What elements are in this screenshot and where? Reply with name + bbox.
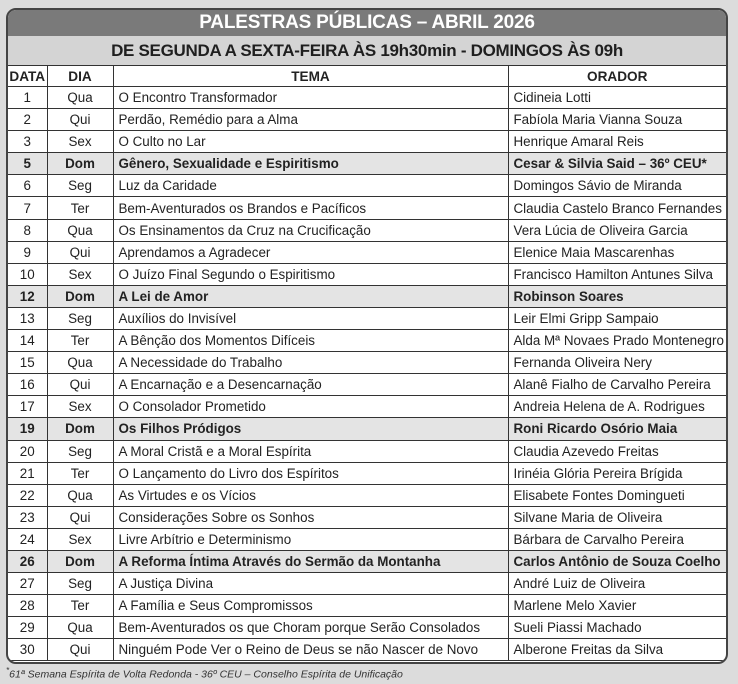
schedule-table: [8, 65, 726, 661]
cell-day: Dom: [47, 418, 113, 440]
cell-date: 27: [8, 573, 47, 595]
table-row: [8, 595, 726, 617]
table-row: [8, 506, 726, 528]
cell-speaker: Elisabete Fontes Domingueti: [508, 484, 726, 506]
cell-day: Ter: [47, 462, 113, 484]
table-row-sunday: [8, 418, 726, 440]
cell-topic: A Encarnação e a Desencarnação: [113, 374, 508, 396]
table-row: [8, 440, 726, 462]
cell-speaker: Alda Mª Novaes Prado Montenegro: [508, 330, 726, 352]
header-dia: DIA: [47, 66, 113, 87]
cell-day: Qui: [47, 109, 113, 131]
cell-speaker: Vera Lúcia de Oliveira Garcia: [508, 219, 726, 241]
cell-date: 15: [8, 352, 47, 374]
cell-day: Seg: [47, 440, 113, 462]
cell-day: Seg: [47, 573, 113, 595]
schedule-subtitle: DE SEGUNDA A SEXTA-FEIRA ÀS 19h30min - DOMINGOS ÀS 09h: [8, 36, 726, 65]
cell-topic: Bem-Aventurados os que Choram porque Serão Consolados: [113, 617, 508, 639]
cell-date: 17: [8, 396, 47, 418]
cell-speaker: André Luiz de Oliveira: [508, 573, 726, 595]
cell-day: Qua: [47, 484, 113, 506]
cell-speaker: Henrique Amaral Reis: [508, 131, 726, 153]
cell-speaker: Andreia Helena de A. Rodrigues: [508, 396, 726, 418]
table-row: [8, 639, 726, 661]
cell-day: Seg: [47, 307, 113, 329]
cell-speaker: Fabíola Maria Vianna Souza: [508, 109, 726, 131]
cell-topic: A Família e Seus Compromissos: [113, 595, 508, 617]
table-row: [8, 197, 726, 219]
cell-speaker: Irinéia Glória Pereira Brígida: [508, 462, 726, 484]
cell-speaker: Alanê Fialho de Carvalho Pereira: [508, 374, 726, 396]
cell-topic: A Reforma Íntima Através do Sermão da Montanha: [113, 550, 508, 572]
cell-topic: A Bênção dos Momentos Difíceis: [113, 330, 508, 352]
cell-date: 22: [8, 484, 47, 506]
cell-topic: Auxílios do Invisível: [113, 307, 508, 329]
cell-speaker: Bárbara de Carvalho Pereira: [508, 528, 726, 550]
cell-date: 10: [8, 263, 47, 285]
cell-day: Seg: [47, 175, 113, 197]
cell-speaker: Claudia Azevedo Freitas: [508, 440, 726, 462]
cell-topic: O Consolador Prometido: [113, 396, 508, 418]
cell-speaker: Domingos Sávio de Miranda: [508, 175, 726, 197]
cell-speaker: Marlene Melo Xavier: [508, 595, 726, 617]
table-header-row: [8, 66, 726, 87]
table-row: [8, 396, 726, 418]
cell-topic: Aprendamos a Agradecer: [113, 241, 508, 263]
footnote-text: 61ª Semana Espírita de Volta Redonda - 36º CEU – Conselho Espírita de Unificação: [9, 668, 403, 681]
cell-speaker: Robinson Soares: [508, 285, 726, 307]
cell-speaker: Roni Ricardo Osório Maia: [508, 418, 726, 440]
cell-topic: Bem-Aventurados os Brandos e Pacíficos: [113, 197, 508, 219]
cell-day: Ter: [47, 197, 113, 219]
cell-day: Sex: [47, 396, 113, 418]
cell-topic: A Necessidade do Trabalho: [113, 352, 508, 374]
cell-topic: A Moral Cristã e a Moral Espírita: [113, 440, 508, 462]
table-row-sunday: [8, 153, 726, 175]
header-tema: TEMA: [113, 66, 508, 87]
cell-date: 7: [8, 197, 47, 219]
cell-day: Dom: [47, 153, 113, 175]
table-row-sunday: [8, 550, 726, 572]
cell-day: Ter: [47, 595, 113, 617]
table-row: [8, 87, 726, 109]
footnote: [6, 666, 403, 681]
cell-date: 2: [8, 109, 47, 131]
cell-topic: O Culto no Lar: [113, 131, 508, 153]
cell-day: Qui: [47, 639, 113, 661]
schedule-title: PALESTRAS PÚBLICAS – ABRIL 2026: [8, 10, 726, 36]
cell-speaker: Silvane Maria de Oliveira: [508, 506, 726, 528]
cell-topic: O Encontro Transformador: [113, 87, 508, 109]
cell-topic: A Justiça Divina: [113, 573, 508, 595]
cell-date: 23: [8, 506, 47, 528]
cell-date: 21: [8, 462, 47, 484]
cell-topic: Os Filhos Pródigos: [113, 418, 508, 440]
cell-topic: A Lei de Amor: [113, 285, 508, 307]
table-row: [8, 528, 726, 550]
cell-date: 3: [8, 131, 47, 153]
cell-date: 9: [8, 241, 47, 263]
cell-day: Qua: [47, 87, 113, 109]
header-orador: ORADOR: [508, 66, 726, 87]
table-row: [8, 330, 726, 352]
cell-day: Qui: [47, 506, 113, 528]
schedule-card: [6, 8, 728, 664]
cell-speaker: Alberone Freitas da Silva: [508, 639, 726, 661]
cell-date: 26: [8, 550, 47, 572]
cell-speaker: Sueli Piassi Machado: [508, 617, 726, 639]
cell-date: 28: [8, 595, 47, 617]
cell-day: Qui: [47, 374, 113, 396]
cell-speaker: Fernanda Oliveira Nery: [508, 352, 726, 374]
cell-date: 30: [8, 639, 47, 661]
table-row: [8, 131, 726, 153]
cell-date: 13: [8, 307, 47, 329]
cell-speaker: Leir Elmi Gripp Sampaio: [508, 307, 726, 329]
cell-day: Dom: [47, 550, 113, 572]
cell-speaker: Francisco Hamilton Antunes Silva: [508, 263, 726, 285]
table-row: [8, 241, 726, 263]
cell-date: 12: [8, 285, 47, 307]
cell-date: 19: [8, 418, 47, 440]
table-row: [8, 484, 726, 506]
table-row: [8, 462, 726, 484]
cell-speaker: Carlos Antônio de Souza Coelho: [508, 550, 726, 572]
cell-topic: Luz da Caridade: [113, 175, 508, 197]
cell-speaker: Cesar & Silvia Said – 36º CEU*: [508, 153, 726, 175]
cell-date: 20: [8, 440, 47, 462]
table-row: [8, 617, 726, 639]
cell-topic: O Lançamento do Livro dos Espíritos: [113, 462, 508, 484]
table-row: [8, 573, 726, 595]
table-row: [8, 219, 726, 241]
table-row: [8, 263, 726, 285]
cell-topic: O Juízo Final Segundo o Espiritismo: [113, 263, 508, 285]
cell-topic: Perdão, Remédio para a Alma: [113, 109, 508, 131]
table-row: [8, 352, 726, 374]
table-row: [8, 175, 726, 197]
cell-date: 8: [8, 219, 47, 241]
cell-day: Sex: [47, 131, 113, 153]
cell-topic: Gênero, Sexualidade e Espiritismo: [113, 153, 508, 175]
cell-date: 16: [8, 374, 47, 396]
cell-day: Qui: [47, 241, 113, 263]
table-body: [8, 87, 726, 661]
table-row-sunday: [8, 285, 726, 307]
cell-day: Sex: [47, 528, 113, 550]
table-row: [8, 109, 726, 131]
cell-date: 1: [8, 87, 47, 109]
cell-topic: Livre Arbítrio e Determinismo: [113, 528, 508, 550]
cell-speaker: Cidineia Lotti: [508, 87, 726, 109]
header-data: DATA: [8, 66, 47, 87]
table-row: [8, 374, 726, 396]
cell-day: Qua: [47, 219, 113, 241]
cell-topic: Considerações Sobre os Sonhos: [113, 506, 508, 528]
cell-topic: Os Ensinamentos da Cruz na Crucificação: [113, 219, 508, 241]
cell-day: Ter: [47, 330, 113, 352]
cell-day: Qua: [47, 352, 113, 374]
footnote-marker: *: [6, 666, 10, 675]
cell-day: Sex: [47, 263, 113, 285]
cell-topic: Ninguém Pode Ver o Reino de Deus se não Nascer de Novo: [113, 639, 508, 661]
cell-speaker: Claudia Castelo Branco Fernandes: [508, 197, 726, 219]
cell-speaker: Elenice Maia Mascarenhas: [508, 241, 726, 263]
cell-date: 5: [8, 153, 47, 175]
cell-topic: As Virtudes e os Vícios: [113, 484, 508, 506]
table-row: [8, 307, 726, 329]
cell-date: 29: [8, 617, 47, 639]
cell-day: Qua: [47, 617, 113, 639]
cell-date: 24: [8, 528, 47, 550]
cell-date: 6: [8, 175, 47, 197]
cell-day: Dom: [47, 285, 113, 307]
cell-date: 14: [8, 330, 47, 352]
